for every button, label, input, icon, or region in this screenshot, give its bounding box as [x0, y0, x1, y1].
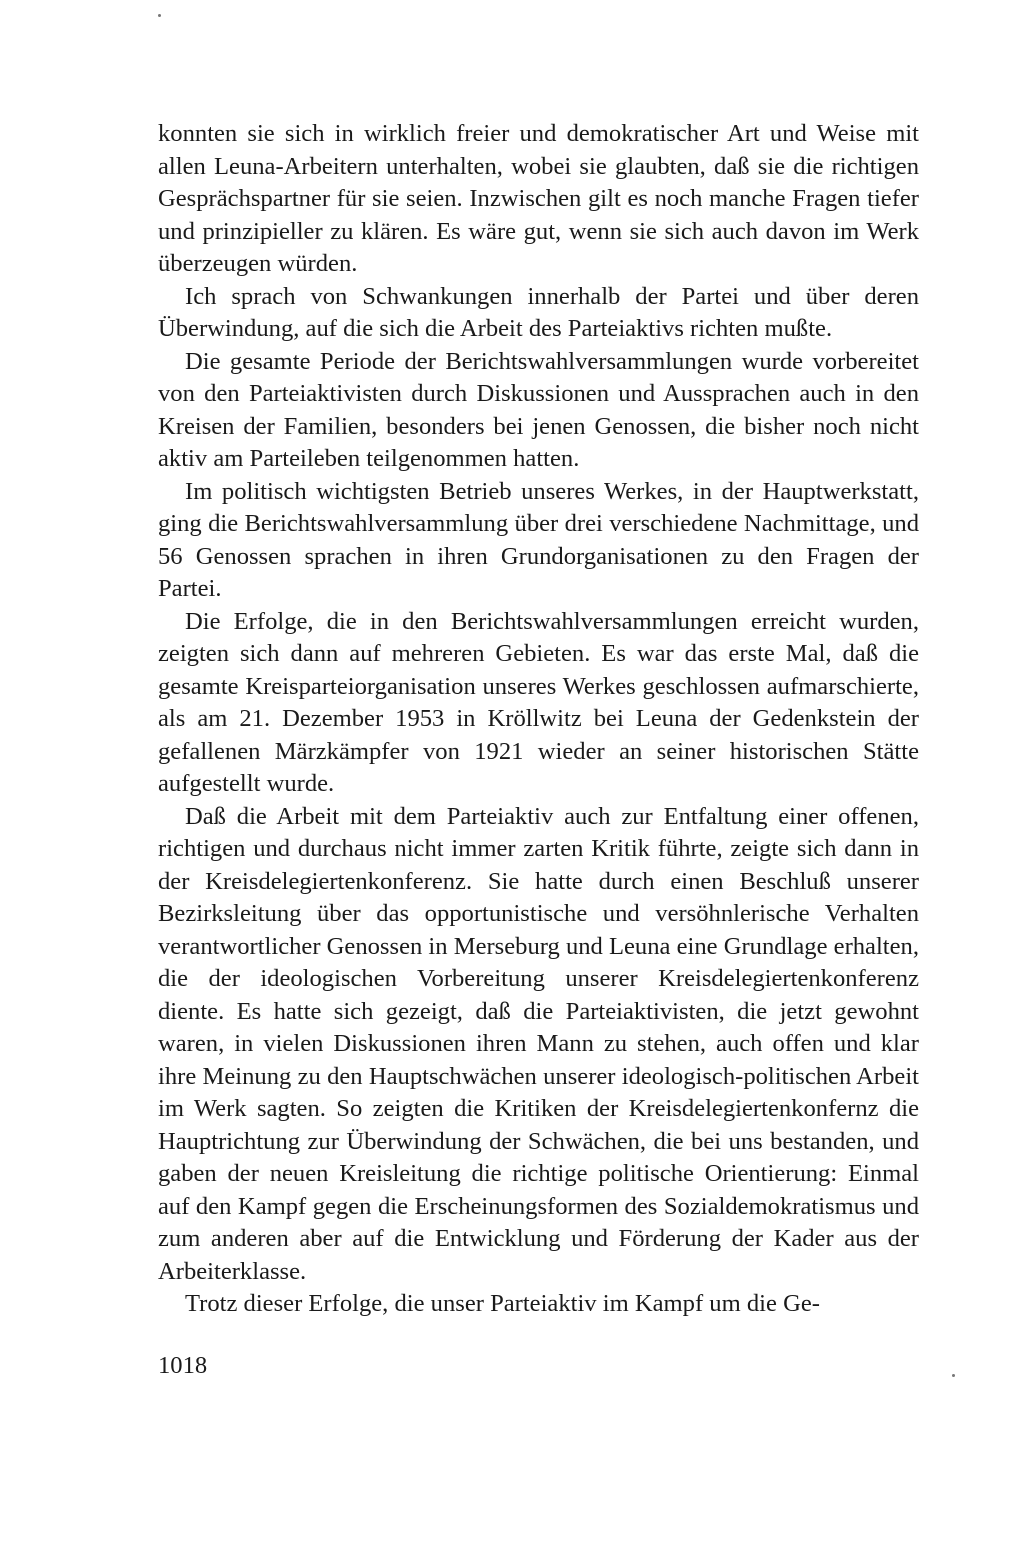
paragraph-4: Im politisch wichtigsten Betrieb unseres Werkes, in der Hauptwerkstatt, ging die Berichtswahlversammlung über drei verschiedene Nachmittage, und 56 Genossen sprachen in ihren Grundorganisationen zu den Fragen der Partei.: [158, 477, 919, 602]
paragraph-3: Die gesamte Periode der Berichtswahlversammlungen wurde vorbereitet von den Parteiaktivisten durch Diskussionen und Aussprachen auch in den Kreisen der Familien, besonders bei jenen Genossen, die bisher noch nicht aktiv am Parteileben teilgenommen hatten.: [158, 347, 919, 472]
paragraph-5: Die Erfolge, die in den Berichtswahlversammlungen erreicht wurden, zeigten sich dann auf mehreren Gebieten. Es war das erste Mal, daß die gesamte Kreisparteiorganisation unseres Werkes geschlossen aufmarschierte, als am 21. Dezember 1953 in Kröllwitz bei Leuna der Gedenkstein der gefallenen Märzkämpfer von 1921 wieder an seiner historischen Stätte aufgestellt wurde.: [158, 607, 919, 797]
page-body: [158, 118, 919, 1321]
scan-speck: [158, 14, 161, 17]
paragraph-6: Daß die Arbeit mit dem Parteiaktiv auch zur Entfaltung einer offenen, richtigen und durchaus nicht immer zarten Kritik führte, zeigte sich dann in der Kreisdelegiertenkonferenz. Sie hatte durch einen Beschluß unserer Bezirksleitung über das opportunistische und versöhnlerische Verhalten verantwortlicher Genossen in Merseburg und Leuna eine Grundlage erhalten, die der ideologischen Vorbereitung unserer Kreisdelegiertenkonferenz diente. Es hatte sich gezeigt, daß die Parteiaktivisten, die jetzt gewohnt waren, in vielen Diskussionen ihren Mann zu stehen, auch offen und klar ihre Meinung zu den Hauptschwächen unserer ideologisch-politischen Arbeit im Werk sagten. So zeigten die Kritiken der Kreisdelegiertenkonfernz die Hauptrichtung zur Überwindung der Schwächen, die bei uns bestanden, und gaben der neuen Kreisleitung die richtige politische Orientierung: Einmal auf den Kampf gegen die Erscheinungsformen des Sozialdemokratismus und zum anderen aber auf die Entwicklung und Förderung der Kader aus der Arbeiterklasse.: [158, 802, 920, 1285]
paragraph-2: Ich sprach von Schwankungen innerhalb der Partei und über deren Überwindung, auf die sich die Arbeit des Parteiaktivs richten mußte.: [158, 282, 919, 342]
scan-speck: [952, 1374, 955, 1377]
page-number: 1018: [158, 1352, 208, 1379]
paragraph-1: konnten sie sich in wirklich freier und demokratischer Art und Weise mit allen Leuna-Arbeitern unterhalten, wobei sie glaubten, daß sie die richtigen Gesprächspartner für sie seien. Inzwischen gilt es noch manche Fragen tiefer und prinzipieller zu klären. Es wäre gut, wenn sie sich auch davon im Werk überzeugen würden.: [158, 120, 919, 277]
paragraph-7: Trotz dieser Erfolge, die unser Parteiaktiv im Kampf um die Ge-: [185, 1290, 820, 1317]
